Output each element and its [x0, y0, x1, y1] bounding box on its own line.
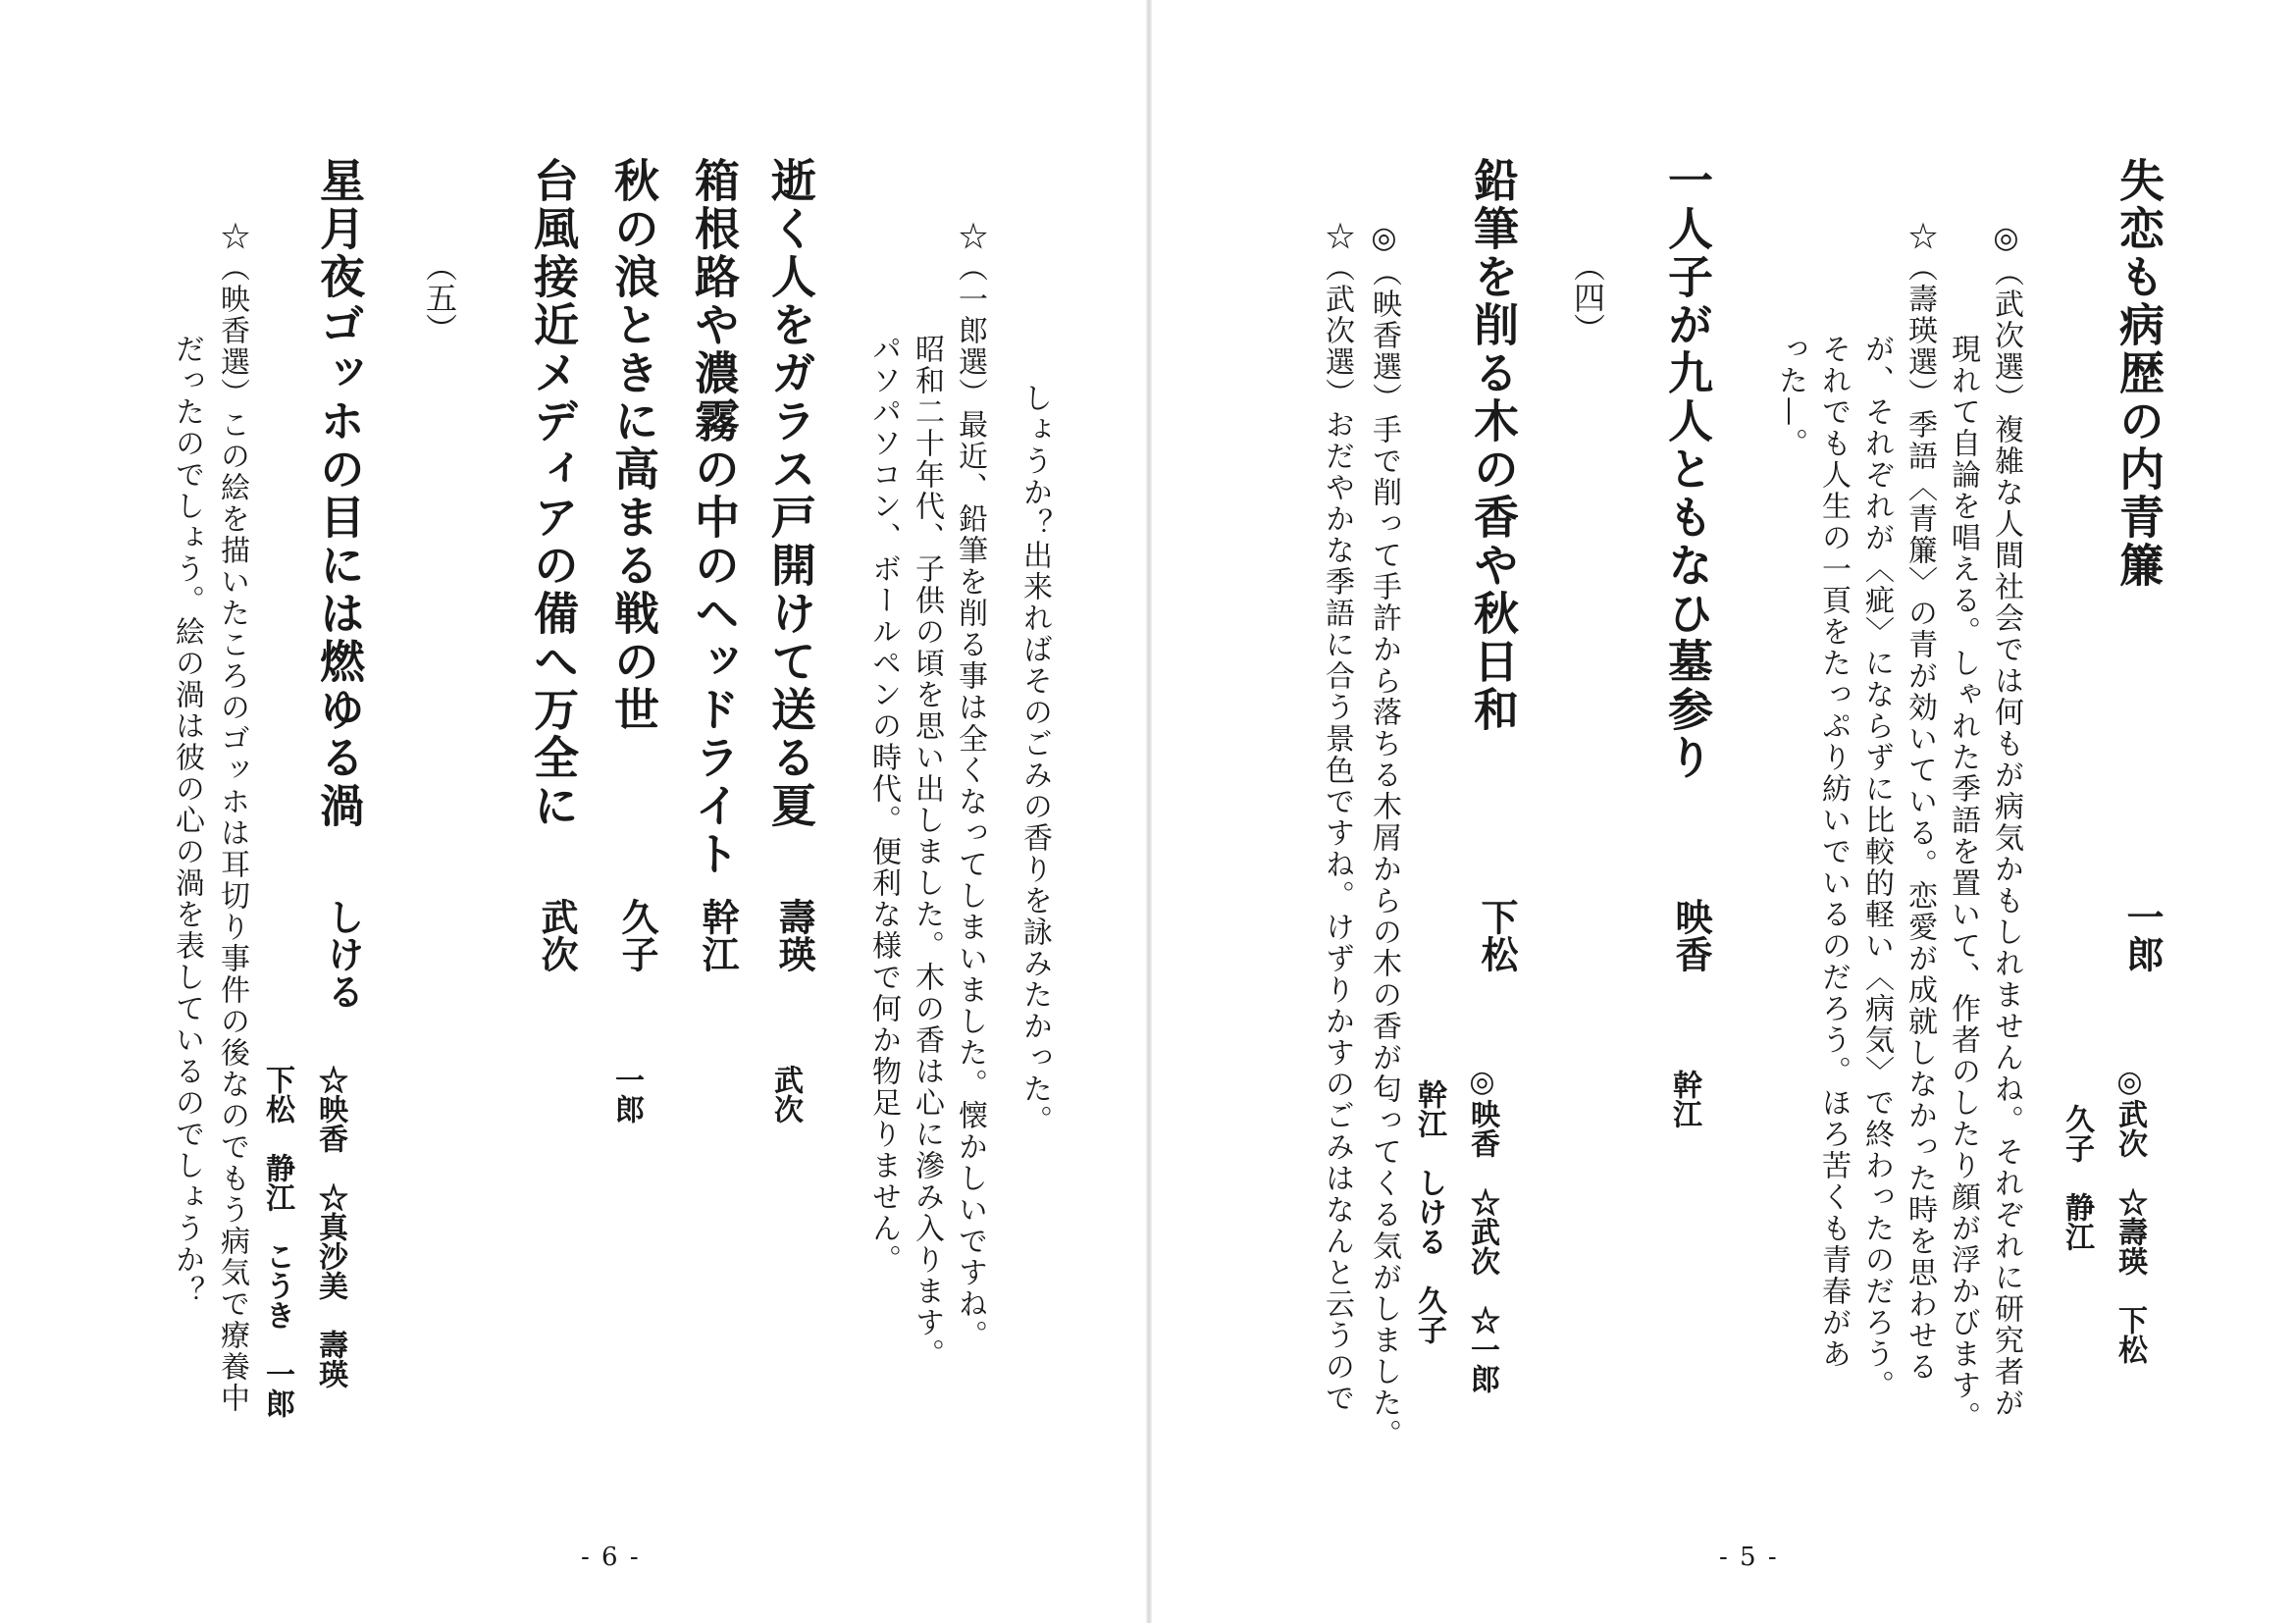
comment-line: った—。 — [1773, 334, 1807, 459]
comment-line: それでも人生の一頁をたっぷり紡いでいるのだろう。ほろ苦くも青春があ — [1816, 334, 1851, 1370]
comment-line: ☆（一郎選）最近、鉛筆を削る事は全くなってしまいました。懐かしいですね。 — [953, 221, 987, 1351]
haiku-line: 箱根路や濃霧の中のヘッドライト — [688, 157, 741, 878]
selector-list: ◎映香 ☆武次 ☆一郎 — [1465, 1065, 1499, 1393]
comment-line: ☆（映香選）この絵を描いたころのゴッホは耳切り事件の後なのでもう病気で療養中 — [215, 221, 249, 1414]
comment-line: ☆（壽瑛選）季語〈青簾〉の青が効いている。恋愛が成就しなかった時を思わせる — [1903, 221, 1937, 1383]
haiku-author: 武次 — [535, 898, 579, 972]
haiku-author: 壽瑛 — [772, 898, 816, 972]
haiku-author: 幹江 — [696, 898, 740, 972]
selector-list: ◎武次 ☆壽瑛 下松 — [2113, 1065, 2147, 1364]
comment-line: だったのでしょう。絵の渦は彼の心の渦を表しているのでしょうか？ — [170, 334, 204, 1307]
comment-line: 昭和二十年代、子供の頃を思い出しました。木の香は心に滲み入ります。 — [910, 334, 944, 1370]
haiku-author: 下松 — [1475, 898, 1519, 972]
haiku-author: しける — [321, 898, 365, 1010]
comment-line: パソパソコン、ボールペンの時代。便利な様で何か物足りません。 — [866, 334, 901, 1276]
haiku-author: 一郎 — [2120, 898, 2165, 972]
haiku-line: 逝く人をガラス戸開けて送る夏 — [764, 157, 817, 830]
selector-list: 幹江 しける 久子 — [1412, 1079, 1446, 1344]
haiku-line: 一人子が九人ともなひ墓参り — [1661, 157, 1714, 782]
selector-list: 下松 静江 こうき 一郎 — [260, 1065, 294, 1418]
haiku-line: 星月夜ゴッホの目には燃ゆる渦 — [313, 157, 366, 830]
page-number: - 5 - — [1719, 1543, 1779, 1572]
book-gutter — [1146, 0, 1152, 1623]
haiku-author: 映香 — [1669, 898, 1713, 972]
comment-line: 現れて自論を唱える。しゃれた季語を置いて、作者のしたり顔が浮かびます。 — [1946, 334, 1980, 1433]
selector-list: 一郎 — [609, 1065, 644, 1124]
section-number: （五） — [421, 250, 458, 344]
haiku-line: 秋の浪ときに高まる戦の世 — [607, 157, 660, 734]
haiku-line: 失恋も病歴の内青簾 — [2113, 157, 2166, 590]
comment-line: が、それぞれが〈疵〉にならずに比較的軽い〈病気〉で終わったのだろう。 — [1859, 334, 1894, 1401]
comment-line: ◎（武次選）複雑な人間社会では何もが病気かもしれませんね。それぞれに研究者が — [1989, 221, 2023, 1419]
haiku-line: 鉛筆を削る木の香や秋日和 — [1467, 157, 1520, 734]
comment-line: ◎（映香選）手で削って手許から落ちる木屑からの木の香が匂ってくる気がしました。 — [1367, 221, 1401, 1450]
comment-line: しょうか？出来ればそのごみの香りを詠みたかった。 — [1018, 383, 1052, 1136]
selector-list: 幹江 — [1667, 1070, 1701, 1128]
selector-list: 久子 静江 — [2060, 1104, 2094, 1251]
page-number: - 6 - — [581, 1543, 641, 1572]
selector-list: ☆映香 ☆真沙美 壽瑛 — [313, 1065, 347, 1388]
section-number: （四） — [1569, 250, 1606, 344]
selector-list: 武次 — [768, 1065, 803, 1124]
haiku-author: 久子 — [615, 898, 659, 972]
comment-line: ☆（武次選）おだやかな季語に合う景色ですね。けずりかすのごみはなんと云うので — [1320, 221, 1354, 1414]
haiku-line: 台風接近メディアの備へ万全に — [527, 157, 580, 830]
